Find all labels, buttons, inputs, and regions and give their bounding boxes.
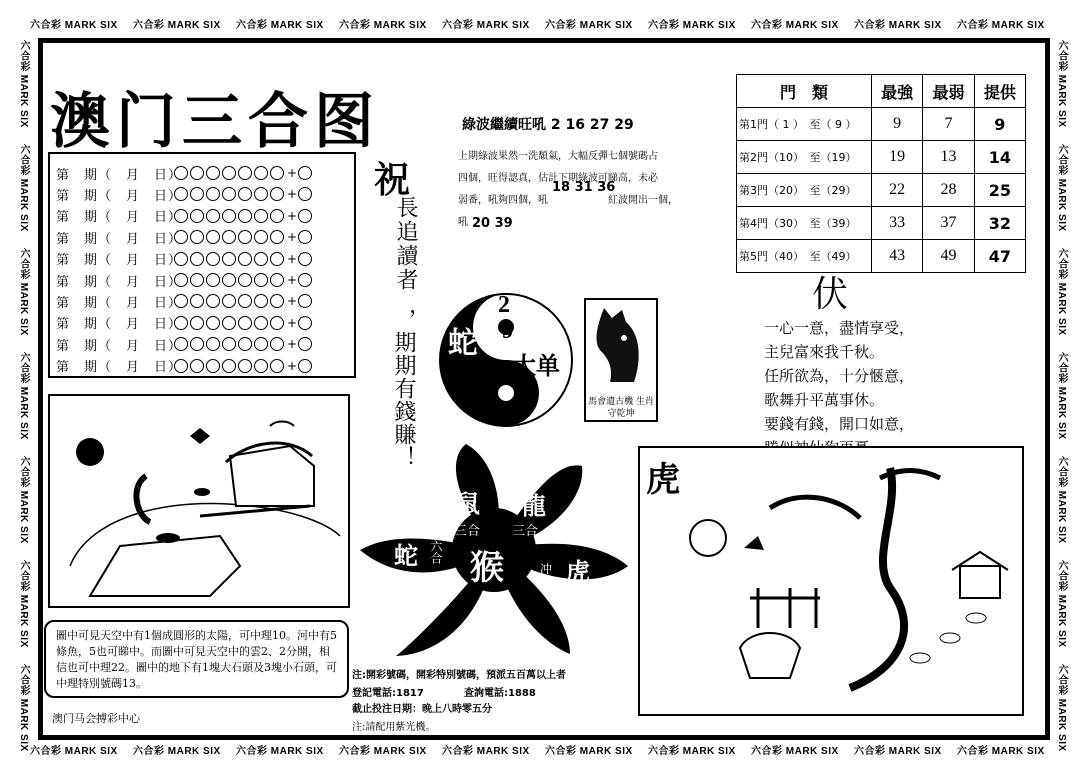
grid-row-label: 第 期（ 月 日） [56,210,183,226]
number-circle [174,166,188,180]
border-brand-label: 六合彩 MARK SIX [236,746,324,757]
grid-row-label: 第 期（ 月 日） [56,188,183,204]
number-circle [238,337,252,351]
number-circle [270,294,284,308]
plus-sign: + [286,358,298,373]
number-circle [174,209,188,223]
number-circle [254,230,268,244]
number-circle [190,230,204,244]
flower-dragon: 龍 [522,492,546,520]
number-circle [270,209,284,223]
table-row [737,207,1026,240]
number-circle [174,294,188,308]
border-brand-label: 六合彩 MARK SIX [1056,352,1067,440]
number-circle [270,252,284,266]
number-circle [222,230,236,244]
number-circle [222,252,236,266]
info-line4: 注:請配用紫光機。 [352,722,436,733]
border-brand-label: 六合彩 MARK SIX [545,20,633,31]
border-brand-label: 六合彩 MARK SIX [133,20,221,31]
number-circle [190,209,204,223]
plus-sign: + [286,230,298,245]
news-line2: 四個，旺得認真，估計下期綠波可睇高，未必 [458,173,658,184]
border-brand-label: 六合彩 MARK SIX [957,20,1045,31]
border-brand-label: 六合彩 MARK SIX [648,20,736,31]
flower-sanhe2: 三合 [512,524,539,539]
plus-sign: + [286,208,298,223]
number-circle [190,273,204,287]
blessing-line1: 長追讀者 [393,196,418,292]
news-headline: 綠波繼續旺吼 2 16 27 29 [462,117,634,133]
number-circle [238,294,252,308]
cell-label: 第4門（30） 至（39） [737,207,872,240]
border-brand-label: 六合彩 MARK SIX [545,746,633,757]
poem-line: 要錢有錢，開口如意， [764,415,915,433]
grid-row [56,312,314,334]
horse-caption: 馬會遺古機 生肖守乾坤 [588,397,654,419]
border-brand-label: 六合彩 MARK SIX [957,746,1045,757]
number-circle [270,273,284,287]
grid-row [56,183,314,205]
border-brand-label: 六合彩 MARK SIX [1056,40,1067,128]
special-number-circle [298,359,312,373]
border-brand-label: 六合彩 MARK SIX [30,746,118,757]
number-circle [238,359,252,373]
th-category: 門 類 [737,75,872,108]
horse-picture [584,298,658,422]
number-circle [270,166,284,180]
horse-head-icon [586,300,656,392]
grid-row [56,355,314,377]
border-brand-label: 六合彩 MARK SIX [854,746,942,757]
number-circle [238,273,252,287]
number-circle [270,359,284,373]
cell-weak: 13 [923,141,974,174]
number-circle [222,187,236,201]
cell-give: 32 [974,207,1025,240]
lake-scene-picture [48,394,350,608]
border-brand-label: 六合彩 MARK SIX [30,20,118,31]
number-circle [190,166,204,180]
number-circle [174,359,188,373]
grid-row [56,269,314,291]
blessing-line2: ，期期有錢賺！ [391,308,416,469]
grid-row-label: 第 期（ 月 日） [56,295,183,311]
number-circle [222,273,236,287]
info-line3: 截止投注日期：晚上八時零五分 [352,704,492,715]
poem-line: 任所欲為，十分愜意， [764,367,915,385]
footer-org: 澳门马会搏彩中心 [52,712,140,725]
number-circle [190,337,204,351]
plus-sign: + [286,337,298,352]
poem-title: 伏 [812,274,849,315]
special-number-circle [298,316,312,330]
news-line4: 吼 [458,217,468,228]
number-circle [174,230,188,244]
border-brand-label: 六合彩 MARK SIX [18,456,29,544]
table-row [737,174,1026,207]
flower-monkey: 猴 [470,548,504,588]
number-circle [222,359,236,373]
table-row [737,240,1026,273]
number-circle [174,187,188,201]
grid-row [56,333,314,355]
number-circle [254,273,268,287]
tiger-label: 虎 [646,460,680,500]
number-circle [222,337,236,351]
plus-sign: + [286,294,298,309]
cell-weak: 37 [923,207,974,240]
number-circle [238,187,252,201]
number-circle [238,230,252,244]
cell-give: 14 [974,141,1025,174]
border-brand-label: 六合彩 MARK SIX [1056,144,1067,232]
news-nums1: 18 31 36 [552,180,616,195]
border-brand-label: 六合彩 MARK SIX [442,746,530,757]
number-circle [222,294,236,308]
border-brand-label: 六合彩 MARK SIX [854,20,942,31]
th-strong: 最強 [872,75,923,108]
news-nums2: 20 39 [472,215,513,231]
poem-line: 一心一意，盡情享受， [764,319,915,337]
number-circle [174,252,188,266]
cell-strong: 33 [872,207,923,240]
plus-sign: + [286,187,298,202]
grid-row-label: 第 期（ 月 日） [56,317,183,333]
number-circle [254,209,268,223]
number-circle [206,209,220,223]
cell-label: 第1門（ 1 ） 至（ 9 ） [737,108,872,141]
border-brand-label: 六合彩 MARK SIX [751,746,839,757]
border-brand-label: 六合彩 MARK SIX [1056,560,1067,648]
news-line1: 上期綠波果然一洗頹氣，大幅反彈七個號碼占 [458,151,658,162]
number-circle [206,166,220,180]
number-circle [222,166,236,180]
plus-sign: + [286,251,298,266]
table-row [737,108,1026,141]
number-circle [254,166,268,180]
number-circle [206,359,220,373]
th-give: 提供 [974,75,1025,108]
number-circle [254,359,268,373]
number-circle [270,187,284,201]
border-brand-label: 六合彩 MARK SIX [648,746,736,757]
special-number-circle [298,209,312,223]
cell-strong: 43 [872,240,923,273]
poem-line: 歌舞升平萬事休。 [764,391,885,409]
special-number-circle [298,166,312,180]
tiger-scene-picture [638,446,1024,716]
news-line3: 弱番，吼夠四個，吼 紅波開出一個， [458,195,678,206]
hint-note: 圖中可見天空中有1個成圓形的太陽，可中理10。河中有5條魚，5也可睇中。而圖中可見天空中的雲2、2分開，相信也可中理22。圖中的地下有1塊大石頭及3塊小石頭，可中理特別號碼13。 [44,620,349,698]
border-brand-label: 六合彩 MARK SIX [236,20,324,31]
border-brand-label: 六合彩 MARK SIX [18,352,29,440]
flower-sanhe1: 三合 [454,524,481,539]
number-circle [222,316,236,330]
grid-row-label: 第 期（ 月 日） [56,274,183,290]
grid-row [56,162,314,184]
plus-sign: + [286,315,298,330]
flower-liuhe: 六合 [429,540,443,564]
number-circle [206,273,220,287]
number-circle [270,230,284,244]
grid-row-label: 第 期（ 月 日） [56,167,183,183]
grid-row-label: 第 期（ 月 日） [56,360,183,376]
flower-rat: 鼠 [456,490,480,518]
border-brand-label: 六合彩 MARK SIX [339,746,427,757]
table-row [737,141,1026,174]
number-circle [206,230,220,244]
border-brand-label: 六合彩 MARK SIX [18,560,29,648]
number-circle [190,294,204,308]
border-brand-label: 六合彩 MARK SIX [751,20,839,31]
special-number-circle [298,230,312,244]
border-brand-label: 六合彩 MARK SIX [1056,456,1067,544]
number-circle [254,294,268,308]
grid-row [56,290,314,312]
lake-scene-drawing [50,396,348,606]
prediction-grid [48,152,356,378]
special-number-circle [298,294,312,308]
cell-label: 第2門（10） 至（19） [737,141,872,174]
cell-weak: 49 [923,240,974,273]
yinyang-bottom-num: 9 [502,318,513,343]
border-brand-label: 六合彩 MARK SIX [339,20,427,31]
number-circle [206,316,220,330]
cell-strong: 19 [872,141,923,174]
number-circle [174,273,188,287]
number-circle [206,187,220,201]
info-line2a: 登記電話:1817 [352,688,424,699]
grid-row-label: 第 期（ 月 日） [56,231,183,247]
flower-chong: 冲 [540,562,553,576]
number-circle [206,252,220,266]
special-number-circle [298,273,312,287]
door-table [736,74,1026,273]
flower-tiger: 虎 [566,558,590,586]
grid-row-label: 第 期（ 月 日） [56,338,183,354]
number-circle [238,252,252,266]
number-circle [190,316,204,330]
border-brand-label: 六合彩 MARK SIX [18,144,29,232]
border-brand-label: 六合彩 MARK SIX [18,664,29,752]
number-circle [254,252,268,266]
cell-strong: 9 [872,108,923,141]
border-brand-label: 六合彩 MARK SIX [18,40,29,128]
border-brand-label: 六合彩 MARK SIX [1056,248,1067,336]
poem-line: 主兒富來我千秋。 [764,343,885,361]
cell-give: 25 [974,174,1025,207]
cell-strong: 22 [872,174,923,207]
number-circle [174,337,188,351]
blessing-big: 祝 [374,159,411,201]
poem [764,316,914,460]
yinyang-top-num: 2 [498,292,510,318]
number-circle [238,316,252,330]
border-brand-label: 六合彩 MARK SIX [133,746,221,757]
tiger-scene-drawing [640,448,1022,714]
number-circle [190,187,204,201]
plus-sign: + [286,273,298,287]
border-brand-label: 六合彩 MARK SIX [1056,664,1067,752]
number-circle [254,316,268,330]
number-circle [222,209,236,223]
flower-snake: 蛇 [394,542,418,570]
yinyang-animal: 蛇 [448,326,478,361]
special-number-circle [298,252,312,266]
border-brand-label: 六合彩 MARK SIX [442,20,530,31]
cell-weak: 7 [923,108,974,141]
border-brand-label: 六合彩 MARK SIX [18,248,29,336]
info-line1: 注:開彩號碼，開彩特別號碼，預派五百萬以上者 [352,670,566,681]
grid-row [56,226,314,248]
info-line2b: 查詢電話:1888 [464,688,536,699]
yinyang-label: 大单 [512,352,560,380]
number-circle [270,337,284,351]
cell-label: 第3門（20） 至（29） [737,174,872,207]
special-number-circle [298,187,312,201]
number-circle [206,294,220,308]
cell-label: 第5門（40） 至（49） [737,240,872,273]
number-circle [254,337,268,351]
number-circle [190,359,204,373]
number-circle [238,166,252,180]
special-number-circle [298,337,312,351]
grid-row-label: 第 期（ 月 日） [56,253,183,269]
grid-row [56,205,314,227]
number-circle [174,316,188,330]
number-circle [190,252,204,266]
cell-weak: 28 [923,174,974,207]
number-circle [206,337,220,351]
number-circle [238,209,252,223]
cell-give: 47 [974,240,1025,273]
number-circle [270,316,284,330]
th-weak: 最弱 [923,75,974,108]
cell-give: 9 [974,108,1025,141]
page-title: 澳门三合图 [50,87,380,157]
plus-sign: + [286,166,298,180]
grid-row [56,248,314,270]
number-circle [254,187,268,201]
